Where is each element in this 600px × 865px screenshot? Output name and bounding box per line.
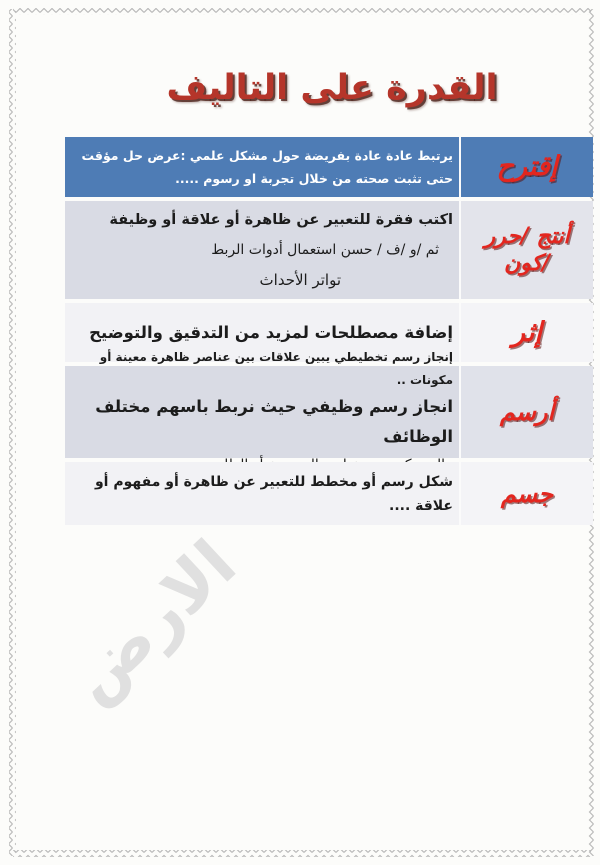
row-label <box>459 303 593 362</box>
row-content <box>65 462 459 525</box>
table-row-produce <box>65 201 593 299</box>
content-line: إضافة مصطلحات لمزيد من التدقيق والتوضيح <box>89 322 453 342</box>
row-label-text: أرسم <box>499 398 555 426</box>
row-label-text: أنتج /حرر <box>484 223 570 249</box>
row-label-text: إثر <box>512 316 542 348</box>
page-title: القدرة على التاليف <box>166 68 498 108</box>
row-label-text: إقترح <box>496 151 558 183</box>
table-row-draw <box>65 350 593 458</box>
content-line: انجاز رسم وظيفي حيث نربط باسهم مختلف الوظائف <box>95 397 453 446</box>
content-line: تواتر الأحداث <box>259 271 341 289</box>
ability-table <box>65 137 593 529</box>
row-label-text: جسم <box>500 479 554 508</box>
handwritten-watermark: الارض <box>52 525 251 718</box>
row-label <box>459 137 593 197</box>
content-line: ثم /و /ف / حسن استعمال أدوات الربط <box>211 242 439 258</box>
row-content <box>65 137 459 197</box>
row-label <box>459 462 593 525</box>
row-label <box>459 366 593 458</box>
row-content <box>65 201 459 299</box>
content-line: شكل رسم أو مخطط للتعبير عن ظاهرة أو مفهوم أو علاقة .... <box>94 473 453 514</box>
row-label-text: /كون <box>503 251 551 276</box>
content-line: اكتب فقرة للتعبير عن ظاهرة أو علاقة أو وظيفة <box>109 212 453 228</box>
content-line: إنجاز رسم تخطيطي يبين علاقات بين عناصر ظاهرة معينة أو مكونات .. <box>99 350 453 387</box>
row-label <box>459 201 593 299</box>
table-row-suggest <box>65 137 593 197</box>
table-row-embody <box>65 462 593 525</box>
content-line: يرتبط عادة عادة بفريضة حول مشكل علمي :عرض حل مؤقت حتى تثبت صحته من خلال تجربة او رسوم ..... <box>81 148 453 186</box>
row-content <box>65 350 459 458</box>
